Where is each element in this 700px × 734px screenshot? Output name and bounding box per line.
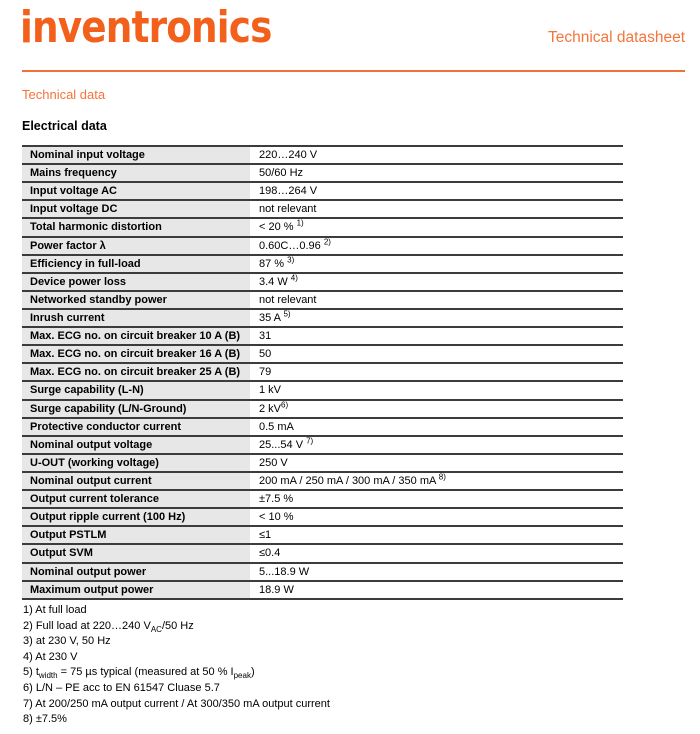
- document-type-title: Technical datasheet: [547, 29, 685, 46]
- row-value-text: ≤1: [259, 529, 272, 542]
- row-value-text: 0.60C…0.96: [259, 239, 324, 252]
- row-value: [254, 203, 623, 215]
- table-row: [22, 582, 623, 600]
- row-value: [254, 167, 623, 179]
- table-row: [22, 382, 623, 400]
- table-row: [22, 183, 623, 201]
- table-row: [22, 292, 623, 310]
- table-row: [22, 201, 623, 219]
- footnote-text: 7) At 200/250 mA output current / At 300/350 mA output current: [23, 697, 330, 710]
- table-row: [22, 473, 623, 491]
- footnote-line: [23, 650, 330, 666]
- footnote-ref: 4): [290, 273, 298, 283]
- row-label: Max. ECG no. on circuit breaker 16 A (B): [22, 346, 250, 362]
- row-label: Input voltage AC: [22, 183, 250, 199]
- row-value: [254, 529, 623, 541]
- row-value-text: 198…264 V: [259, 185, 318, 198]
- row-label: Nominal output power: [22, 564, 250, 580]
- footnote-text: = 75 µs typical (measured at 50 % I: [57, 666, 234, 679]
- row-value-text: 3.4 W: [259, 275, 291, 288]
- row-label: Output ripple current (100 Hz): [22, 509, 250, 525]
- table-row: [22, 527, 623, 545]
- footnote-subscript: AC: [150, 624, 162, 634]
- row-value-text: 87 %: [259, 257, 288, 270]
- row-value-text: 25...54 V: [259, 438, 307, 451]
- row-value: [254, 436, 623, 451]
- footnote-text: ): [250, 666, 255, 679]
- footnote-line: [23, 619, 330, 635]
- row-value-text: 50: [259, 348, 272, 361]
- row-label: Inrush current: [22, 310, 250, 326]
- footnote-ref: 6): [281, 399, 289, 409]
- footnote-subscript: peak: [233, 671, 251, 681]
- table-row: [22, 328, 623, 346]
- footnote-line: [23, 603, 330, 619]
- table-row: [22, 364, 623, 382]
- row-value: [254, 457, 623, 469]
- table-row: [22, 147, 623, 165]
- row-label: Device power loss: [22, 274, 250, 290]
- footnote-text: 2) Full load at 220…240 V: [23, 619, 151, 632]
- table-row: [22, 491, 623, 509]
- table-row: [22, 509, 623, 527]
- row-value-text: ±7.5 %: [259, 493, 294, 506]
- footnote-text: 6) L/N – PE acc to EN 61547 Cluase 5.7: [23, 681, 220, 694]
- footnote-ref: 2): [323, 236, 331, 246]
- row-label: Protective conductor current: [22, 419, 250, 435]
- table-row: [22, 165, 623, 183]
- table-row: [22, 437, 623, 455]
- row-value: [254, 330, 623, 342]
- row-value-text: 35 A: [259, 312, 284, 325]
- row-value: [254, 149, 623, 161]
- inventronics-logo: inventronics: [20, 2, 272, 53]
- row-value-text: < 10 %: [259, 511, 294, 524]
- row-value: [254, 218, 623, 234]
- row-value-text: not relevant: [259, 203, 317, 216]
- table-row: [22, 219, 623, 237]
- row-value: [254, 236, 623, 252]
- row-value-text: not relevant: [259, 293, 317, 306]
- row-label: Maximum output power: [22, 582, 250, 598]
- footnote-line: [23, 697, 330, 713]
- table-row: [22, 419, 623, 437]
- table-row: [22, 256, 623, 274]
- row-label: Max. ECG no. on circuit breaker 25 A (B): [22, 364, 250, 380]
- table-row: [22, 401, 623, 419]
- table-row: [22, 310, 623, 328]
- row-label: Surge capability (L/N-Ground): [22, 401, 250, 417]
- footnote-line: [23, 665, 330, 681]
- row-label: Power factor λ: [22, 238, 250, 254]
- row-value-text: 220…240 V: [259, 149, 318, 162]
- row-value-text: 2 kV: [259, 402, 282, 415]
- footnote-ref: 5): [283, 309, 291, 319]
- row-value: [254, 584, 623, 596]
- table-row: [22, 238, 623, 256]
- table-row: [22, 545, 623, 563]
- row-label: Nominal input voltage: [22, 147, 250, 163]
- row-value-text: 31: [259, 330, 272, 343]
- row-value-text: ≤0.4: [259, 547, 281, 560]
- footnote-text: 3) at 230 V, 50 Hz: [23, 635, 111, 648]
- footnote-ref: 1): [296, 218, 304, 228]
- footnote-ref: 8): [438, 472, 446, 482]
- row-label: Networked standby power: [22, 292, 250, 308]
- table-row: [22, 346, 623, 364]
- row-label: Efficiency in full-load: [22, 256, 250, 272]
- footnote-line: [23, 712, 330, 728]
- row-value-text: 250 V: [259, 456, 288, 469]
- row-value: [254, 294, 623, 306]
- row-label: Output PSTLM: [22, 527, 250, 543]
- table-row: [22, 274, 623, 292]
- footnote-text: 4) At 230 V: [23, 650, 78, 663]
- footnote-text: 1) At full load: [23, 604, 87, 616]
- row-value: [254, 366, 623, 378]
- row-value: [254, 511, 623, 523]
- row-value: [254, 273, 623, 288]
- row-value-text: 200 mA / 250 mA / 300 mA / 350 mA: [259, 475, 439, 488]
- row-value: [254, 255, 623, 270]
- row-label: Output SVM: [22, 545, 250, 561]
- footnote-subscript: width: [38, 671, 58, 681]
- row-label: Nominal output current: [22, 473, 250, 489]
- footnote-text: /50 Hz: [161, 619, 194, 632]
- row-label: Input voltage DC: [22, 201, 250, 217]
- section-title-technical-data: Technical data: [22, 87, 106, 102]
- row-value: [254, 421, 623, 433]
- footnote-ref: 3): [287, 255, 295, 265]
- row-value: [254, 493, 623, 505]
- row-value: [254, 384, 623, 396]
- row-value-text: 1 kV: [259, 384, 282, 397]
- table-row: [22, 455, 623, 473]
- footnote-text: 8) ±7.5%: [23, 713, 67, 726]
- row-label: U-OUT (working voltage): [22, 455, 250, 471]
- section-subtitle-electrical-data: Electrical data: [22, 119, 107, 133]
- electrical-data-table: [22, 145, 623, 600]
- row-value: [254, 185, 623, 197]
- row-label: Surge capability (L-N): [22, 382, 250, 398]
- row-value: [254, 399, 623, 415]
- footnote-ref: 7): [306, 436, 314, 446]
- row-value-text: 79: [259, 366, 272, 379]
- row-value: [254, 309, 623, 325]
- table-row: [22, 564, 623, 582]
- row-label: Max. ECG no. on circuit breaker 10 A (B): [22, 328, 250, 344]
- footnotes: [23, 603, 330, 728]
- header-divider: [22, 70, 685, 72]
- row-value-text: 0.5 mA: [259, 420, 294, 433]
- row-value: [254, 547, 623, 559]
- row-value-text: < 20 %: [259, 221, 297, 234]
- row-value-text: 5...18.9 W: [259, 565, 310, 578]
- row-label: Mains frequency: [22, 165, 250, 181]
- row-value-text: 50/60 Hz: [259, 167, 304, 180]
- footnote-text: 5) t: [23, 666, 39, 679]
- footnote-line: [23, 681, 330, 697]
- row-value-text: 18.9 W: [259, 583, 294, 596]
- row-label: Total harmonic distortion: [22, 219, 250, 235]
- row-label: Output current tolerance: [22, 491, 250, 507]
- row-value: [254, 566, 623, 578]
- row-value: [254, 472, 623, 488]
- row-label: Nominal output voltage: [22, 437, 250, 453]
- footnote-line: [23, 634, 330, 650]
- row-value: [254, 348, 623, 360]
